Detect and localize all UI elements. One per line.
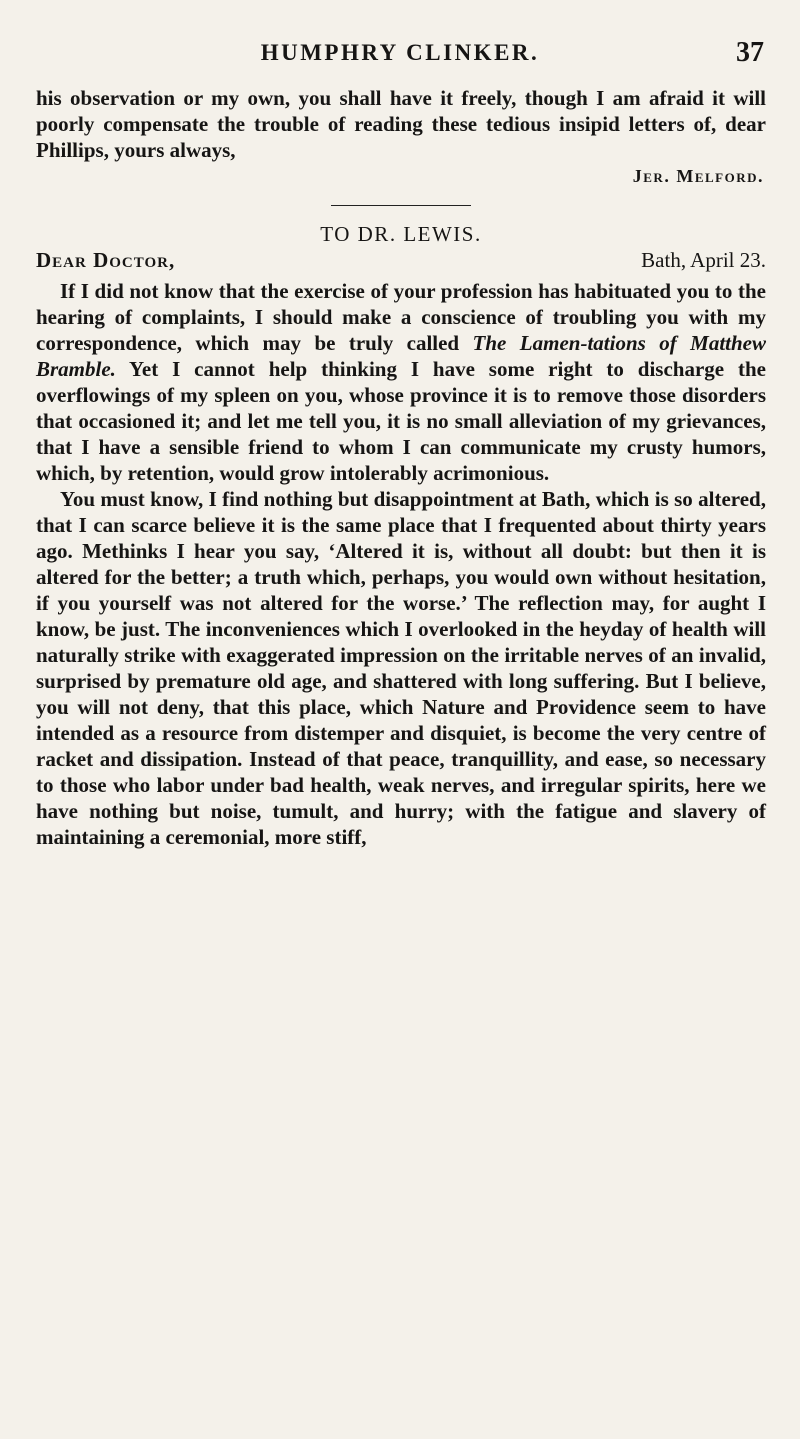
letter-paragraph-1	[36, 278, 766, 486]
book-title-italic: The Lamen-tations of Matthew Bramble.	[36, 331, 766, 381]
carryover-paragraph: his observation or my own, you shall have it freely, though I am afraid it will poorly compensate the trouble of reading these tedious insipid letters of, dear Phillips, yours always,	[36, 86, 766, 162]
paragraph-1-start: If I did not know that the exercise of your profession has habituated you to the hearing of complaints, I should make a conscience of troubling you with my correspondence, which may be truly called	[36, 279, 766, 355]
page-body	[36, 85, 766, 850]
dateline: Bath, April 23.	[641, 248, 766, 272]
signature: Jer. Melford.	[632, 166, 764, 186]
salutation-row	[36, 247, 766, 273]
running-title: HUMPHRY CLINKER.	[260, 40, 540, 65]
page-number: 37	[736, 37, 764, 68]
page-header	[36, 37, 764, 80]
salutation: Dear Doctor,	[36, 248, 176, 272]
letter-heading: TO DR. LEWIS.	[320, 222, 482, 246]
letter-paragraph-2: You must know, I find nothing but disappointment at Bath, which is so altered, that I can scarce believe it is the same place that I frequented about thirty years ago. Methinks I hear you say, ‘Altered it is, without all doubt: but then it is altered for the better; a truth which, perhaps, you would own without hesitation, if you yourself was not altered for the worse.’ The reflection may, for aught I know, be just. The inconveniences which I overlooked in the heyday of health will naturally strike with exaggerated impression on the irritable nerves of an invalid, surprised by premature old age, and shattered with long suffering. But I believe, you will not deny, that this place, which Nature and Providence seem to have intended as a resource from distemper and disquiet, is become the very centre of racket and dissipation. Instead of that peace, tranquillity, and ease, so necessary to those who labor under bad health, weak nerves, and irregular spirits, here we have nothing but noise, tumult, and hurry; with the fatigue and slavery of maintaining a ceremonial, more stiff,	[36, 487, 766, 849]
paragraph-1-end: Yet I cannot help thinking I have some right to discharge the overflowings of my spleen on you, whose province it is to remove those disorders that occasioned it; and let me tell you, it is no small alleviation of my grievances, that I have a sensible friend to whom I can communicate my crusty humors, which, by retention, would grow intolerably acrimonious.	[36, 357, 766, 485]
section-divider	[331, 205, 471, 207]
